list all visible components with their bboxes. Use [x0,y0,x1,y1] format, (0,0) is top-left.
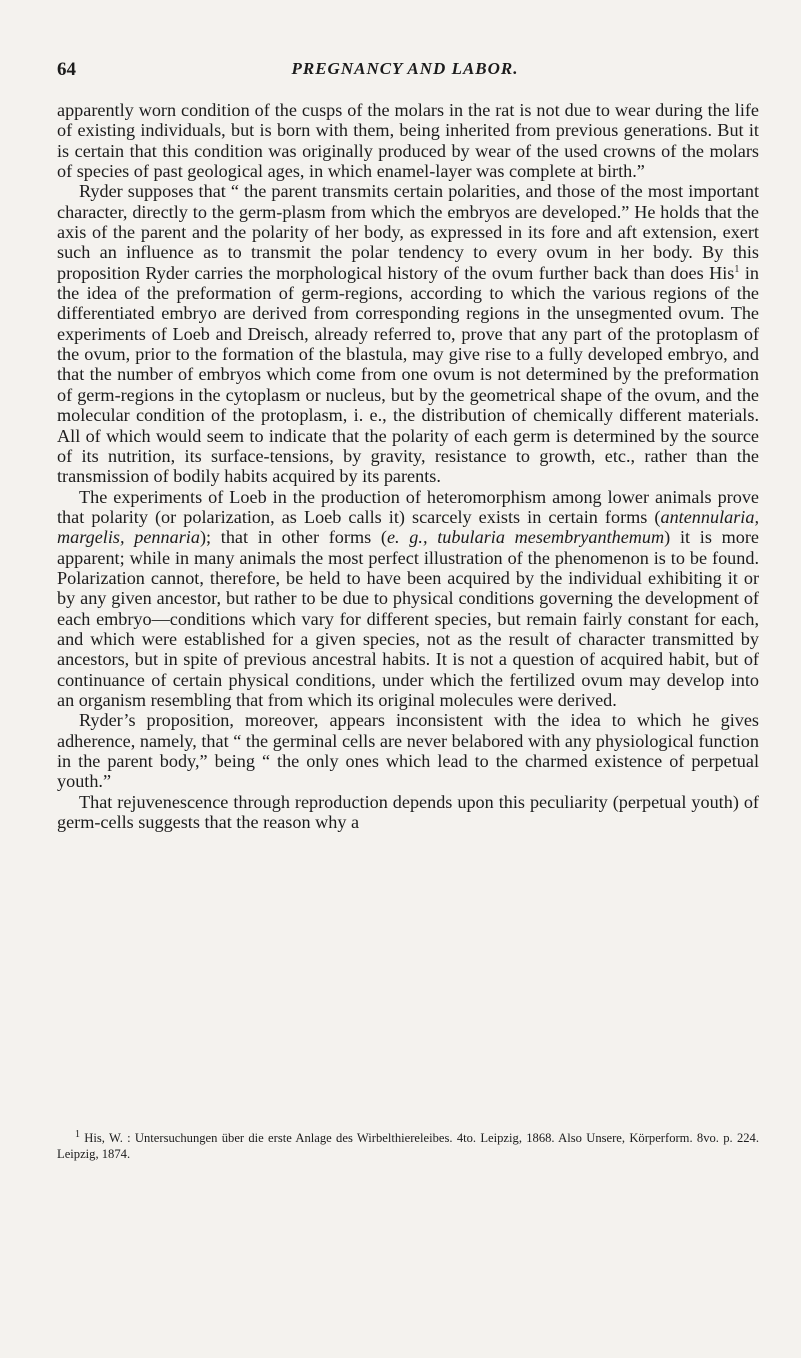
running-head: PREGNANCY AND LABOR. [291,59,519,78]
paragraph [57,181,759,486]
footnote-marker: 1 [75,1128,80,1140]
footnote [57,1128,759,1162]
page-number: 64 [57,59,76,80]
paragraph-text: in the idea of the preformation of germ-regions, according to which the various regions of the differentiated embryo are derived from corresponding regions in the unsegmented ovum. The experiments of Loeb and Dreisch, already referred to, prove that any part of the protoplasm of the ovum, prior to the formation of the blastula, may give rise to a fully developed embryo, and that the number of embryos which come from one ovum is not determined by the preformation of germ-regions in the cytoplasm or nucleus, but by the geometrical shape of the ovum, and the molecular condition of the protoplasm, i. e., the distribution of chemically different materials. All of which would seem to indicate that the polarity of each germ is determined by the source of its nutrition, its surface-tensions, by gravity, resistance to growth, etc., rather than the transmission of bodily habits acquired by its parents. [57,262,759,487]
footnotes [57,1128,759,1162]
paragraph-text: Ryder supposes that “ the parent transmits certain polarities, and those of the most important character, directly to the germ-plasm from which the embryos are developed.” He holds that the axis of the parent and the polarity of her body, as expressed in its fore and aft extension, exert such an influence as to transmit the polar tendency to every ovum in her body. By this proposition Ryder carries the morphological history of the ovum further back than does His [57,181,759,283]
footnote-ref: 1 [734,263,740,275]
page-header [57,59,753,85]
body-text [57,100,759,832]
italic-species: e. g., tubularia mesembryanthemum [386,527,665,548]
footnote-text: His, W. : Untersuchungen über die erste Anlage des Wirbelthiereleibes. 4to. Leipzig, 1868. Also Unsere, Körperform. 8vo. p. 224. Leipzig, 1874. [57,1131,759,1161]
paragraph: apparently worn condition of the cusps of the molars in the rat is not due to wear during the life of existing individuals, but is born with them, being inherited from previous generations. But it is certain that this condition was originally produced by wear of the used crowns of the molars of species of past geological ages, in which enamel-layer was complete at birth.” [57,100,759,182]
paragraph [57,487,759,711]
paragraph: That rejuvenescence through reproduction depends upon this peculiarity (perpetual youth) of germ-cells suggests that the reason why a [57,791,759,833]
paragraph-text: ); that in other forms ( [199,527,387,548]
paragraph: Ryder’s proposition, moreover, appears inconsistent with the idea to which he gives adherence, namely, that “ the germinal cells are never belabored with any physiological function in the parent body,” being “ the only ones which lead to the charmed existence of perpetual youth.” [57,710,759,792]
italic-species: antennularia, margelis, pennaria [57,506,759,548]
paragraph-text: ) it is more apparent; while in many animals the most perfect illustration of the phenomenon is to be found. Polarization cannot, therefore, be held to have been acquired by the individual exhibiting it or by any given ancestor, but rather to be due to physical conditions governing the development of each embryo—conditions which vary for different species, but remain fairly constant for each, and which were established for a given species, not as the result of character transmitted by ancestors, but in spite of previous ancestral habits. It is not a question of acquired habit, but of continuance of certain physical conditions, under which the fertilized ovum may develop into an organism resembling that from which its original molecules were derived. [57,527,759,710]
paragraph-text: The experiments of Loeb in the production of heteromorphism among lower animals prove that polarity (or polarization, as Loeb calls it) scarcely exists in certain forms ( [57,486,759,527]
